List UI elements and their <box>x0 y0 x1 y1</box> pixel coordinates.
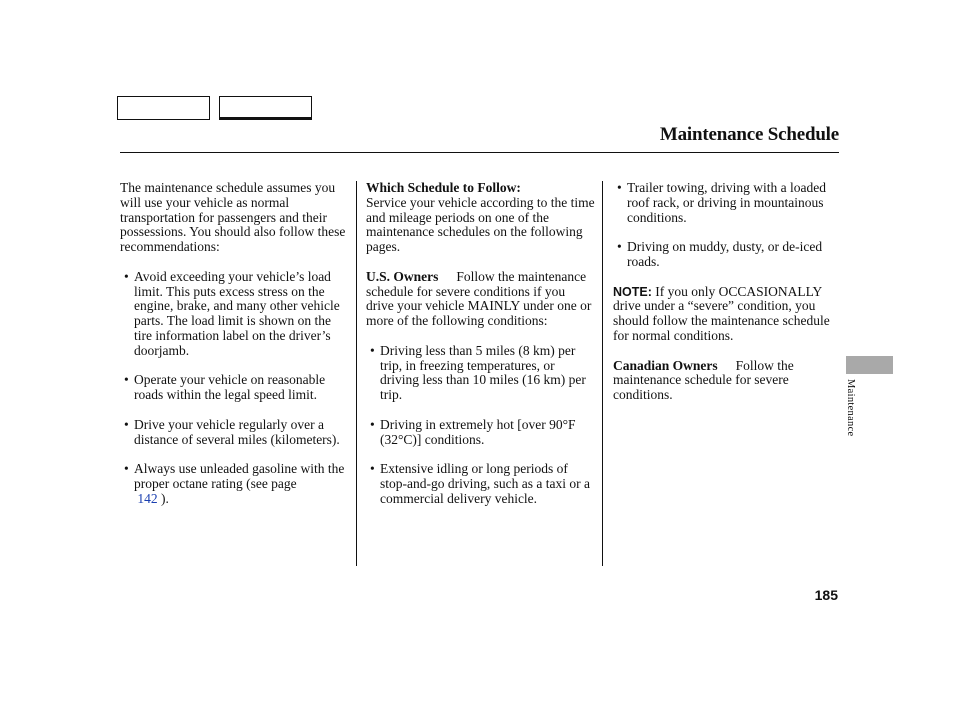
bullet-icon: • <box>370 342 375 358</box>
list-item: • Trailer towing, driving with a loaded roof rack, or driving in mountainous conditions. <box>617 180 826 225</box>
column-1 <box>120 181 348 507</box>
header-rule <box>120 152 839 153</box>
page-title: Maintenance Schedule <box>659 124 839 145</box>
bullet-icon: • <box>370 461 375 477</box>
bullet-icon: • <box>124 268 129 284</box>
list-item: • Driving on muddy, dusty, or de-iced roads. <box>617 239 823 269</box>
us-owners-label: U.S. Owners <box>366 268 439 284</box>
list-item: • Driving less than 5 miles (8 km) per trip, in freezing temperatures, or driving less than 10 miles (16 km) per trip. <box>370 342 586 403</box>
note-label: NOTE: <box>613 284 652 299</box>
intro-paragraph: The maintenance schedule assumes you will use your vehicle as normal transportation for passengers and their possessions. You should also follow these recommendations: <box>120 180 346 255</box>
column-2: Which Schedule to Follow: Service your vehicle according to the time and mileage periods on one of the maintenance schedules on the following pages. U.S. Owners Follow the maintenance schedule for severe conditions if you drive your vehicle MAINLY under one or more of the following conditions: • Driving less than 5 miles (8 km) per trip, in freezing temperatures, or driving less than 10 miles (16 km) per trip. • Driving in extremely hot [over 90°F (32°C)] conditions. • Extensive idling or long periods of stop-and-go driving, such as a taxi or a commercial delivery vehicle. <box>366 180 595 506</box>
column-divider <box>602 181 603 566</box>
list-item: • Always use unleaded gasoline with the proper octane rating (see page 142 ). <box>124 461 345 506</box>
column-3: • Trailer towing, driving with a loaded roof rack, or driving in mountainous conditions. • Driving on muddy, dusty, or de-iced roads. NOTE: If you only OCCASIONALLY drive under a “severe” condition, you should follow the maintenance schedule for normal conditions. Canadian Owners Follow the maintenance schedule for severe conditions. <box>613 181 841 403</box>
section-tab-label: Maintenance <box>845 379 856 437</box>
column-divider <box>356 181 357 566</box>
section-tab[interactable] <box>846 356 893 374</box>
list-item: • Extensive idling or long periods of stop-and-go driving, such as a taxi or a commercial delivery vehicle. <box>370 461 590 506</box>
bullet-icon: • <box>124 461 129 477</box>
bullet-icon: • <box>124 416 129 432</box>
bullet-icon: • <box>617 180 622 195</box>
bullet-icon: • <box>617 239 622 255</box>
nav-box-previous[interactable] <box>117 96 210 120</box>
list-item: • Drive your vehicle regularly over a distance of several miles (kilometers). <box>124 416 340 447</box>
page-number: 185 <box>814 587 838 603</box>
nav-box-next[interactable] <box>219 96 312 120</box>
canadian-owners-label: Canadian Owners <box>613 357 718 373</box>
list-item: • Operate your vehicle on reasonable roads within the legal speed limit. <box>124 372 326 403</box>
section-heading: Which Schedule to Follow: <box>366 180 521 195</box>
bullet-icon: • <box>370 416 375 432</box>
bullet-icon: • <box>124 372 129 388</box>
page-link-142[interactable]: 142 <box>137 490 158 506</box>
list-item: • Avoid exceeding your vehicle’s load limit. This puts excess stress on the engine, brake, and many other vehicle parts. The load limit is shown on the tire information label on the driver’s doorjamb. <box>124 268 340 358</box>
list-item: • Driving in extremely hot [over 90°F (32°C)] conditions. <box>370 416 576 447</box>
